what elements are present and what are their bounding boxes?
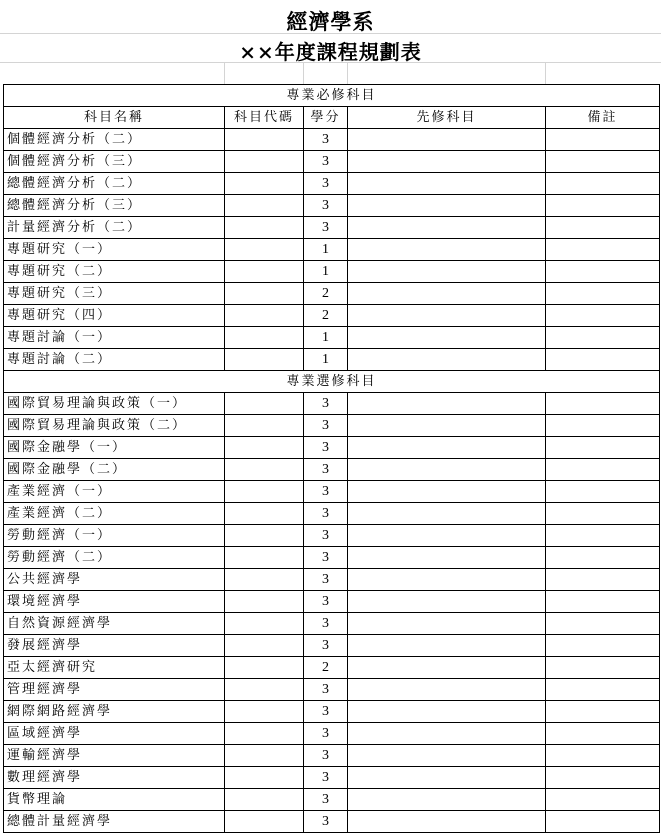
course-code-cell (225, 349, 304, 371)
elective-section-row (4, 371, 660, 393)
course-prereq-cell (348, 569, 546, 591)
course-notes-cell (546, 217, 660, 239)
required-section-label: 專業必修科目 (4, 85, 660, 107)
course-row (4, 613, 660, 635)
course-credit-cell: 1 (304, 327, 348, 349)
course-credit-cell: 3 (304, 767, 348, 789)
course-code-cell (225, 591, 304, 613)
course-row (4, 591, 660, 613)
course-notes-cell (546, 503, 660, 525)
course-code-cell (225, 503, 304, 525)
course-prereq-cell (348, 481, 546, 503)
course-code-cell (225, 459, 304, 481)
course-credit-cell: 3 (304, 701, 348, 723)
course-code-cell (225, 657, 304, 679)
course-credit-cell: 1 (304, 349, 348, 371)
course-name-cell: 勞動經濟（一） (4, 525, 225, 547)
col-header-code: 科目代碼 (225, 107, 304, 129)
course-notes-cell (546, 415, 660, 437)
course-code-cell (225, 481, 304, 503)
course-row (4, 151, 660, 173)
course-name-cell: 數理經濟學 (4, 767, 225, 789)
course-row (4, 811, 660, 833)
course-name-cell: 環境經濟學 (4, 591, 225, 613)
course-name-cell: 專題研究（二） (4, 261, 225, 283)
course-row (4, 305, 660, 327)
course-row (4, 195, 660, 217)
course-code-cell (225, 613, 304, 635)
course-credit-cell: 3 (304, 151, 348, 173)
course-credit-cell: 3 (304, 459, 348, 481)
course-prereq-cell (348, 349, 546, 371)
course-name-cell: 自然資源經濟學 (4, 613, 225, 635)
course-notes-cell (546, 437, 660, 459)
course-row (4, 217, 660, 239)
course-code-cell (225, 151, 304, 173)
elective-section-label: 專業選修科目 (4, 371, 660, 393)
course-name-cell: 貨幣理論 (4, 789, 225, 811)
course-row (4, 415, 660, 437)
course-code-cell (225, 173, 304, 195)
course-notes-cell (546, 767, 660, 789)
course-code-cell (225, 635, 304, 657)
course-prereq-cell (348, 151, 546, 173)
course-code-cell (225, 701, 304, 723)
course-row (4, 239, 660, 261)
course-row (4, 789, 660, 811)
course-notes-cell (546, 811, 660, 833)
course-row (4, 481, 660, 503)
course-code-cell (225, 789, 304, 811)
course-prereq-cell (348, 635, 546, 657)
course-credit-cell: 1 (304, 239, 348, 261)
course-notes-cell (546, 393, 660, 415)
course-credit-cell: 3 (304, 811, 348, 833)
course-prereq-cell (348, 415, 546, 437)
course-credit-cell: 3 (304, 217, 348, 239)
course-row (4, 635, 660, 657)
course-credit-cell: 3 (304, 481, 348, 503)
course-code-cell (225, 393, 304, 415)
course-prereq-cell (348, 789, 546, 811)
course-credit-cell: 2 (304, 283, 348, 305)
course-name-cell: 計量經濟分析（二） (4, 217, 225, 239)
course-name-cell: 發展經濟學 (4, 635, 225, 657)
course-notes-cell (546, 151, 660, 173)
course-credit-cell: 3 (304, 789, 348, 811)
course-code-cell (225, 261, 304, 283)
course-credit-cell: 2 (304, 305, 348, 327)
col-header-prereq: 先修科目 (348, 107, 546, 129)
course-credit-cell: 3 (304, 679, 348, 701)
course-notes-cell (546, 789, 660, 811)
course-prereq-cell (348, 393, 546, 415)
course-prereq-cell (348, 767, 546, 789)
course-name-cell: 專題討論（二） (4, 349, 225, 371)
required-section-row (4, 85, 660, 107)
course-code-cell (225, 745, 304, 767)
course-notes-cell (546, 591, 660, 613)
course-code-cell (225, 217, 304, 239)
course-credit-cell: 3 (304, 613, 348, 635)
course-name-cell: 總體計量經濟學 (4, 811, 225, 833)
course-row (4, 569, 660, 591)
course-credit-cell: 3 (304, 723, 348, 745)
course-code-cell (225, 129, 304, 151)
course-name-cell: 勞動經濟（二） (4, 547, 225, 569)
course-name-cell: 專題研究（四） (4, 305, 225, 327)
course-row (4, 349, 660, 371)
course-code-cell (225, 679, 304, 701)
course-row (4, 657, 660, 679)
course-prereq-cell (348, 305, 546, 327)
course-notes-cell (546, 459, 660, 481)
course-code-cell (225, 811, 304, 833)
course-code-cell (225, 195, 304, 217)
course-credit-cell: 3 (304, 173, 348, 195)
course-notes-cell (546, 481, 660, 503)
course-code-cell (225, 437, 304, 459)
course-code-cell (225, 283, 304, 305)
course-code-cell (225, 723, 304, 745)
course-name-cell: 國際金融學（二） (4, 459, 225, 481)
course-row (4, 261, 660, 283)
course-row (4, 503, 660, 525)
course-row (4, 393, 660, 415)
course-credit-cell: 3 (304, 437, 348, 459)
col-header-credit: 學分 (304, 107, 348, 129)
course-row (4, 129, 660, 151)
course-notes-cell (546, 525, 660, 547)
course-credit-cell: 1 (304, 261, 348, 283)
course-prereq-cell (348, 195, 546, 217)
course-notes-cell (546, 547, 660, 569)
course-notes-cell (546, 195, 660, 217)
course-row (4, 723, 660, 745)
course-name-cell: 網際網路經濟學 (4, 701, 225, 723)
course-name-cell: 個體經濟分析（二） (4, 129, 225, 151)
course-code-cell (225, 327, 304, 349)
course-prereq-cell (348, 679, 546, 701)
course-notes-cell (546, 239, 660, 261)
course-credit-cell: 3 (304, 591, 348, 613)
course-prereq-cell (348, 811, 546, 833)
course-code-cell (225, 415, 304, 437)
course-name-cell: 專題討論（一） (4, 327, 225, 349)
course-row (4, 459, 660, 481)
course-name-cell: 產業經濟（一） (4, 481, 225, 503)
course-name-cell: 總體經濟分析（三） (4, 195, 225, 217)
course-credit-cell: 3 (304, 129, 348, 151)
course-prereq-cell (348, 657, 546, 679)
course-prereq-cell (348, 173, 546, 195)
course-name-cell: 總體經濟分析（二） (4, 173, 225, 195)
course-notes-cell (546, 745, 660, 767)
course-prereq-cell (348, 723, 546, 745)
course-credit-cell: 2 (304, 657, 348, 679)
course-name-cell: 國際貿易理論與政策（一） (4, 393, 225, 415)
course-code-cell (225, 569, 304, 591)
course-prereq-cell (348, 503, 546, 525)
course-notes-cell (546, 173, 660, 195)
course-plan-table (3, 84, 660, 833)
course-row (4, 173, 660, 195)
course-notes-cell (546, 613, 660, 635)
course-prereq-cell (348, 745, 546, 767)
course-notes-cell (546, 657, 660, 679)
department-title: 經濟學系 (286, 9, 375, 34)
course-notes-cell (546, 261, 660, 283)
course-prereq-cell (348, 129, 546, 151)
course-notes-cell (546, 569, 660, 591)
course-row (4, 767, 660, 789)
course-name-cell: 專題研究（一） (4, 239, 225, 261)
course-credit-cell: 3 (304, 415, 348, 437)
course-prereq-cell (348, 437, 546, 459)
course-notes-cell (546, 701, 660, 723)
course-notes-cell (546, 283, 660, 305)
course-name-cell: 國際金融學（一） (4, 437, 225, 459)
course-prereq-cell (348, 701, 546, 723)
course-credit-cell: 3 (304, 525, 348, 547)
course-row (4, 525, 660, 547)
course-notes-cell (546, 635, 660, 657)
course-code-cell (225, 525, 304, 547)
course-credit-cell: 3 (304, 569, 348, 591)
course-name-cell: 專題研究（三） (4, 283, 225, 305)
course-credit-cell: 3 (304, 547, 348, 569)
course-credit-cell: 3 (304, 745, 348, 767)
course-prereq-cell (348, 327, 546, 349)
course-name-cell: 區域經濟學 (4, 723, 225, 745)
course-prereq-cell (348, 547, 546, 569)
course-code-cell (225, 305, 304, 327)
course-name-cell: 個體經濟分析（三） (4, 151, 225, 173)
course-name-cell: 國際貿易理論與政策（二） (4, 415, 225, 437)
course-row (4, 701, 660, 723)
course-prereq-cell (348, 217, 546, 239)
course-row (4, 745, 660, 767)
course-credit-cell: 3 (304, 393, 348, 415)
course-prereq-cell (348, 261, 546, 283)
column-header-row (4, 107, 660, 129)
course-credit-cell: 3 (304, 635, 348, 657)
course-name-cell: 管理經濟學 (4, 679, 225, 701)
course-prereq-cell (348, 591, 546, 613)
course-row (4, 437, 660, 459)
course-prereq-cell (348, 239, 546, 261)
course-credit-cell: 3 (304, 503, 348, 525)
course-prereq-cell (348, 459, 546, 481)
course-name-cell: 產業經濟（二） (4, 503, 225, 525)
course-credit-cell: 3 (304, 195, 348, 217)
course-name-cell: 公共經濟學 (4, 569, 225, 591)
course-notes-cell (546, 129, 660, 151)
col-header-notes: 備註 (546, 107, 660, 129)
course-name-cell: 運輸經濟學 (4, 745, 225, 767)
course-notes-cell (546, 679, 660, 701)
course-code-cell (225, 239, 304, 261)
course-code-cell (225, 767, 304, 789)
course-code-cell (225, 547, 304, 569)
course-row (4, 327, 660, 349)
col-header-name: 科目名稱 (4, 107, 225, 129)
course-notes-cell (546, 305, 660, 327)
course-prereq-cell (348, 283, 546, 305)
course-row (4, 547, 660, 569)
course-row (4, 283, 660, 305)
course-notes-cell (546, 723, 660, 745)
course-name-cell: 亞太經濟研究 (4, 657, 225, 679)
course-row (4, 679, 660, 701)
course-notes-cell (546, 349, 660, 371)
course-notes-cell (546, 327, 660, 349)
course-prereq-cell (348, 613, 546, 635)
course-prereq-cell (348, 525, 546, 547)
plan-subtitle: ××年度課程規劃表 (239, 40, 422, 64)
